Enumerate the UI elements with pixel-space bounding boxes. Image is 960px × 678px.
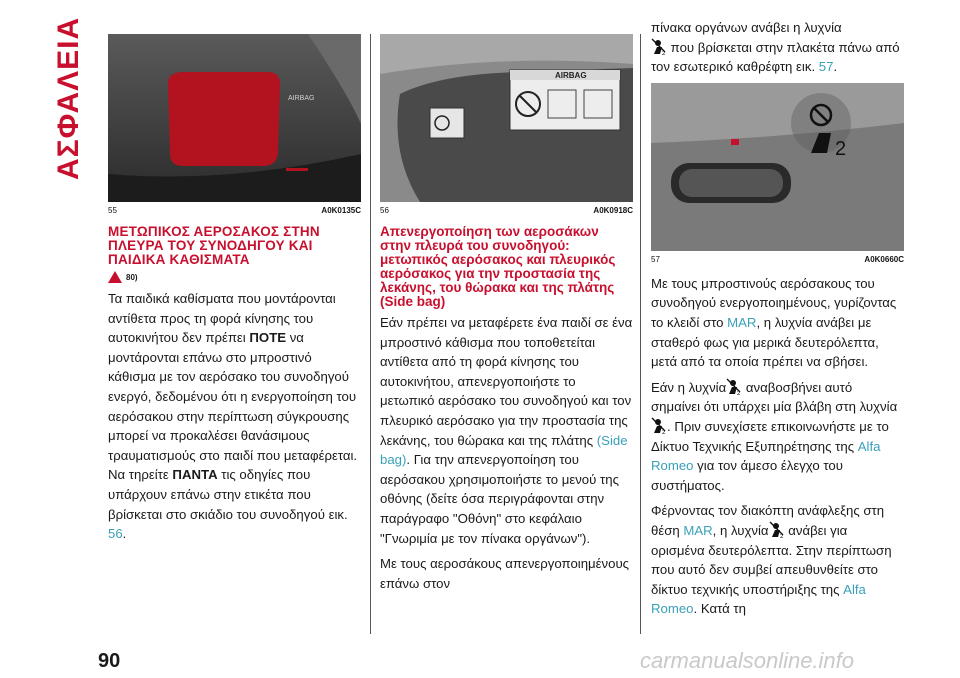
figure-link[interactable]: 56	[108, 526, 123, 542]
svg-text:2: 2	[662, 50, 666, 56]
section-heading: ΜΕΤΩΠΙΚΟΣ ΑΕΡΟΣΑΚΟΣ ΣΤΗΝ ΠΛΕΥΡΑ ΤΟΥ ΣΥΝΟΔΗΓΟΥ ΚΑΙ ΠΑΙΔΙΚΑ ΚΑΘΙΣΜΑΤΑ	[108, 224, 320, 267]
airbag-off-indicator-icon	[651, 38, 667, 56]
section-side-title: ΑΣΦΑΛΕΙΑ	[52, 16, 85, 180]
column-2	[380, 34, 633, 599]
svg-text:2: 2	[737, 390, 741, 396]
figure-56	[380, 34, 633, 202]
svg-text:2: 2	[779, 533, 783, 539]
airbag-off-indicator-icon	[651, 417, 667, 435]
column-divider	[640, 34, 641, 634]
overhead-panel-photo	[651, 83, 904, 251]
paragraph: Με τους αεροσάκους απενεργοποιημένους επάνω στον	[380, 556, 630, 591]
sun-visor-label-photo	[380, 34, 633, 202]
column-1	[108, 34, 361, 550]
paragraph: πίνακα οργάνων ανάβει η λυχνία 2 που βρίσκεται στην πλακέτα πάνω από τον εσωτερικό καθρέφτη εικ. 57.	[651, 20, 900, 75]
figure-code: A0K0135C	[321, 206, 361, 215]
page-number: 90	[98, 650, 121, 672]
figure-number: 56	[380, 206, 389, 215]
svg-text:2: 2	[662, 429, 666, 435]
paragraph: Φέρνοντας τον διακόπτη ανάφλεξης στη θέση MAR, η λυχνία 2 ανάβει για ορισμένα δευτερόλεπτα. Στην περίπτωση που αυτό δεν συμβεί απευθυνθείτε στο δίκτυο τεχνικής υποστήριξης της Alfa Romeo. Κατά τη	[651, 503, 892, 617]
section-heading: Απενεργοποίηση των αεροσάκων στην πλευρά του συνοδηγού: μετωπικός αερόσακος και πλευρικός αερόσακος για την προστασία της λεκάνης, του θώρακα και της πλάτης (Side bag)	[380, 224, 616, 309]
warning-triangle-icon	[108, 271, 122, 283]
figure-code: A0K0918C	[593, 206, 633, 215]
svg-text:2: 2	[835, 137, 847, 160]
figure-57	[651, 83, 904, 251]
figure-link[interactable]: 57	[818, 59, 834, 75]
figure-caption	[651, 255, 904, 264]
warning-reference	[108, 271, 361, 283]
column-divider	[370, 34, 371, 634]
figure-code: A0K0660C	[864, 254, 904, 264]
airbag-off-indicator-icon	[726, 378, 742, 396]
paragraph: Εάν η λυχνία 2 αναβοσβήνει αυτό σημαίνει ότι υπάρχει μία βλάβη στη λυχνία 2 . Πριν συνεχίσετε επικοινωνήστε με το Δίκτυο Τεχνικής Εξυπηρέτησης της Alfa Romeo για τον άμεσο έλεγχο του συστήματος.	[651, 379, 898, 493]
airbag-off-indicator-icon	[769, 521, 785, 539]
airbag-label: AIRBAG	[555, 71, 587, 80]
figure-caption	[108, 206, 361, 215]
paragraph: Εάν πρέπει να μεταφέρετε ένα παιδί σε ένα μπροστινό κάθισμα που τοποθετείται αντίθετα από τη φορά κίνησης του αυτοκινήτου, απενεργοποιήστε το μετωπικό αερόσακο του συνοδηγού και τον πλευρικό αερόσακο για την προστασία της λεκάνης, του θώρακα και της πλάτης (Side bag). Για την απενεργοποίηση του αερόσακου χρησιμοποιήστε το μενού της οθόνης (δείτε όσα περιγράφονται στην παράγραφο "Οθόνη" στο κεφάλαιο "Γνωριμία με τον πίνακα οργάνων").	[380, 315, 633, 546]
figure-number: 57	[651, 254, 660, 264]
airbag-label: AIRBAG	[288, 95, 315, 102]
figure-number: 55	[108, 206, 117, 215]
watermark: carmanualsonline.info	[640, 648, 855, 673]
figure-55	[108, 34, 361, 202]
paragraph: Τα παιδικά καθίσματα που μοντάρονται αντίθετα προς τη φορά κίνησης του αυτοκινήτου δεν πρέπει ΠΟΤΕ να μοντάρονται επάνω στο μπροστινό κάθισμα με τον αερόσακο του συνοδηγού ενεργό, δεδομένου ότι η ενεργοποίηση του αερόσακου στην περίπτωση σύγκρουσης μπορεί να προκαλέσει θανάσιμους τραυματισμούς στο παιδί που μεταφέρεται. Να τηρείτε ΠΑΝΤΑ τις οδηγίες που υπάρχουν επάνω στην ετικέτα που βρίσκεται στο σκιάδιο του συνοδηγού εικ. 56.	[108, 291, 358, 542]
warning-ref-number: 80)	[126, 272, 138, 282]
dashboard-airbag-photo	[108, 34, 361, 202]
column-3	[651, 18, 904, 625]
paragraph: Με τους μπροστινούς αερόσακους του συνοδηγού ενεργοποιημένους, γυρίζοντας το κλειδί στο MAR, η λυχνία ανάβει με σταθερό φως για μερικά δευτερόλεπτα, μετά από τα οποία πρέπει να σβήσει.	[651, 275, 897, 370]
figure-caption	[380, 206, 633, 215]
